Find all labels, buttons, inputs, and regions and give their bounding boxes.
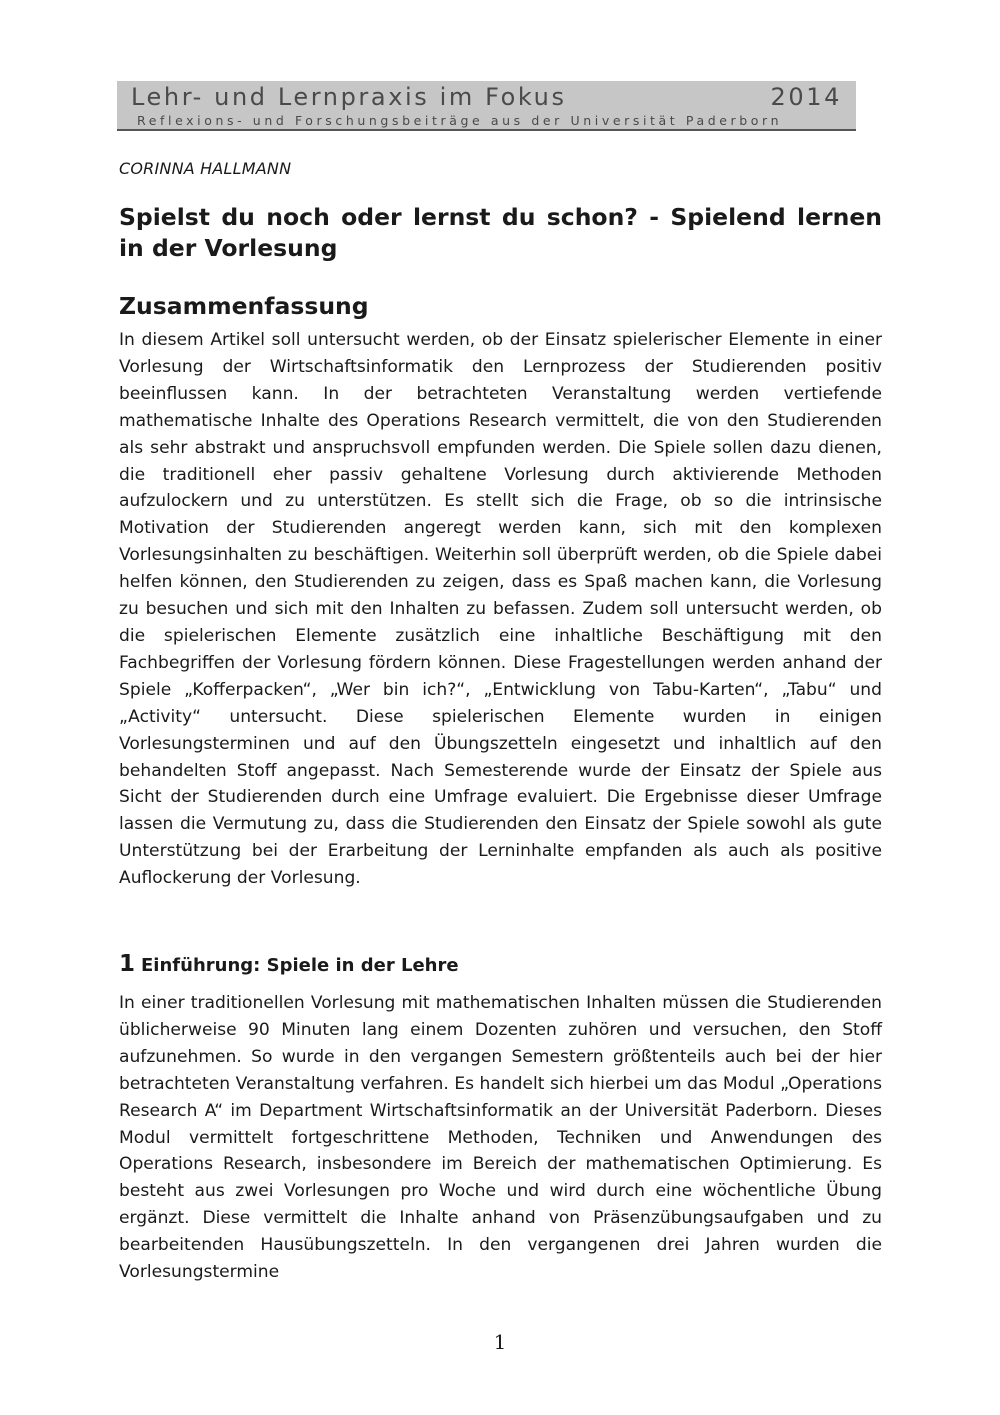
section-1-number: 1 <box>119 951 136 977</box>
page-number: 1 <box>493 1330 507 1354</box>
abstract-paragraph: In diesem Artikel soll untersucht werden, ob der Einsatz spielerischer Elemente in einer Vorlesung der Wirtschaftsinformatik den Lernprozess der Studierenden positiv beeinflussen kann. In der betrachteten Veranstaltung werden vertiefende mathematische Inhalte des Operations Research vermittelt, die von den Studierenden als sehr abstrakt und anspruchsvoll empfunden werden. Die Spiele sollen dazu dienen, die traditionell eher passiv gehaltene Vorlesung durch aktivierende Methoden aufzulockern und zu unterstützen. Es stellt sich die Frage, ob so die intrinsische Motivation der Studierenden angeregt werden kann, sich mit den komplexen Vorlesungsinhalten zu beschäftigen. Weiterhin soll überprüft werden, ob die Spiele dabei helfen können, den Studierenden zu zeigen, dass es Spaß machen kann, die Vorlesung zu besuchen und sich mit den Inhalten zu befassen. Zudem soll untersucht werden, ob die spielerischen Elemente zusätzlich eine inhaltliche Beschäftigung mit den Fachbegriffen der Vorlesung fördern können. Diese Fragestellungen werden anhand der Spiele „Kofferpacken“, „Wer bin ich?“, „Entwicklung von Tabu-Karten“, „Tabu“ und „Activity“ untersucht. Diese spielerischen Elemente wurden in einigen Vorlesungsterminen und auf den Übungszetteln eingesetzt und inhaltlich auf den behandelten Stoff angepasst. Nach Semesterende wurde der Einsatz der Spiele aus Sicht der Studierenden durch eine Umfrage evaluiert. Die Ergebnisse dieser Umfrage lassen die Vermutung zu, dass die Studierenden den Einsatz der Spiele sowohl als gute Unterstützung bei der Erarbeitung der Lerninhalte empfanden als auch als positive Auflockerung der Vorlesung. <box>119 330 882 889</box>
journal-subtitle: Reflexions- und Forschungsbeiträge aus der Universität Paderborn <box>137 113 783 128</box>
paper-title: Spielst du noch oder lernst du schon? - Spielend lernen in der Vorlesung <box>119 203 882 262</box>
author-name: CORINNA HALLMANN <box>119 159 292 178</box>
section-1-heading <box>119 950 459 980</box>
abstract-heading: Zusammenfassung <box>119 292 369 320</box>
section-1-title: Einführung: Spiele in der Lehre <box>141 955 459 976</box>
section-1-paragraph: In einer traditionellen Vorlesung mit mathematischen Inhalten müssen die Studierenden üblicherweise 90 Minuten lang einem Dozenten zuhören und versuchen, den Stoff aufzunehmen. So wurde in den vergangen Semestern größtenteils auch bei der hier betrachteten Veranstaltung verfahren. Es handelt sich hierbei um das Modul „Operations Research A“ im Department Wirtschaftsinformatik an der Universität Paderborn. Dieses Modul vermittelt fortgeschrittene Methoden, Techniken und Anwendungen des Operations Research, insbesondere im Bereich der mathematischen Optimierung. Es besteht aus zwei Vorlesungen pro Woche und wird durch eine wöchentliche Übung ergänzt. Diese vermittelt die Inhalte anhand von Präsenzübungsaufgaben und zu bearbeitenden Hausübungszetteln. In den vergangenen drei Jahren wurden die Vorlesungstermine <box>119 993 882 1283</box>
running-header <box>117 81 856 131</box>
journal-year: 2014 <box>770 83 842 111</box>
journal-title: Lehr- und Lernpraxis im Fokus <box>131 83 567 111</box>
